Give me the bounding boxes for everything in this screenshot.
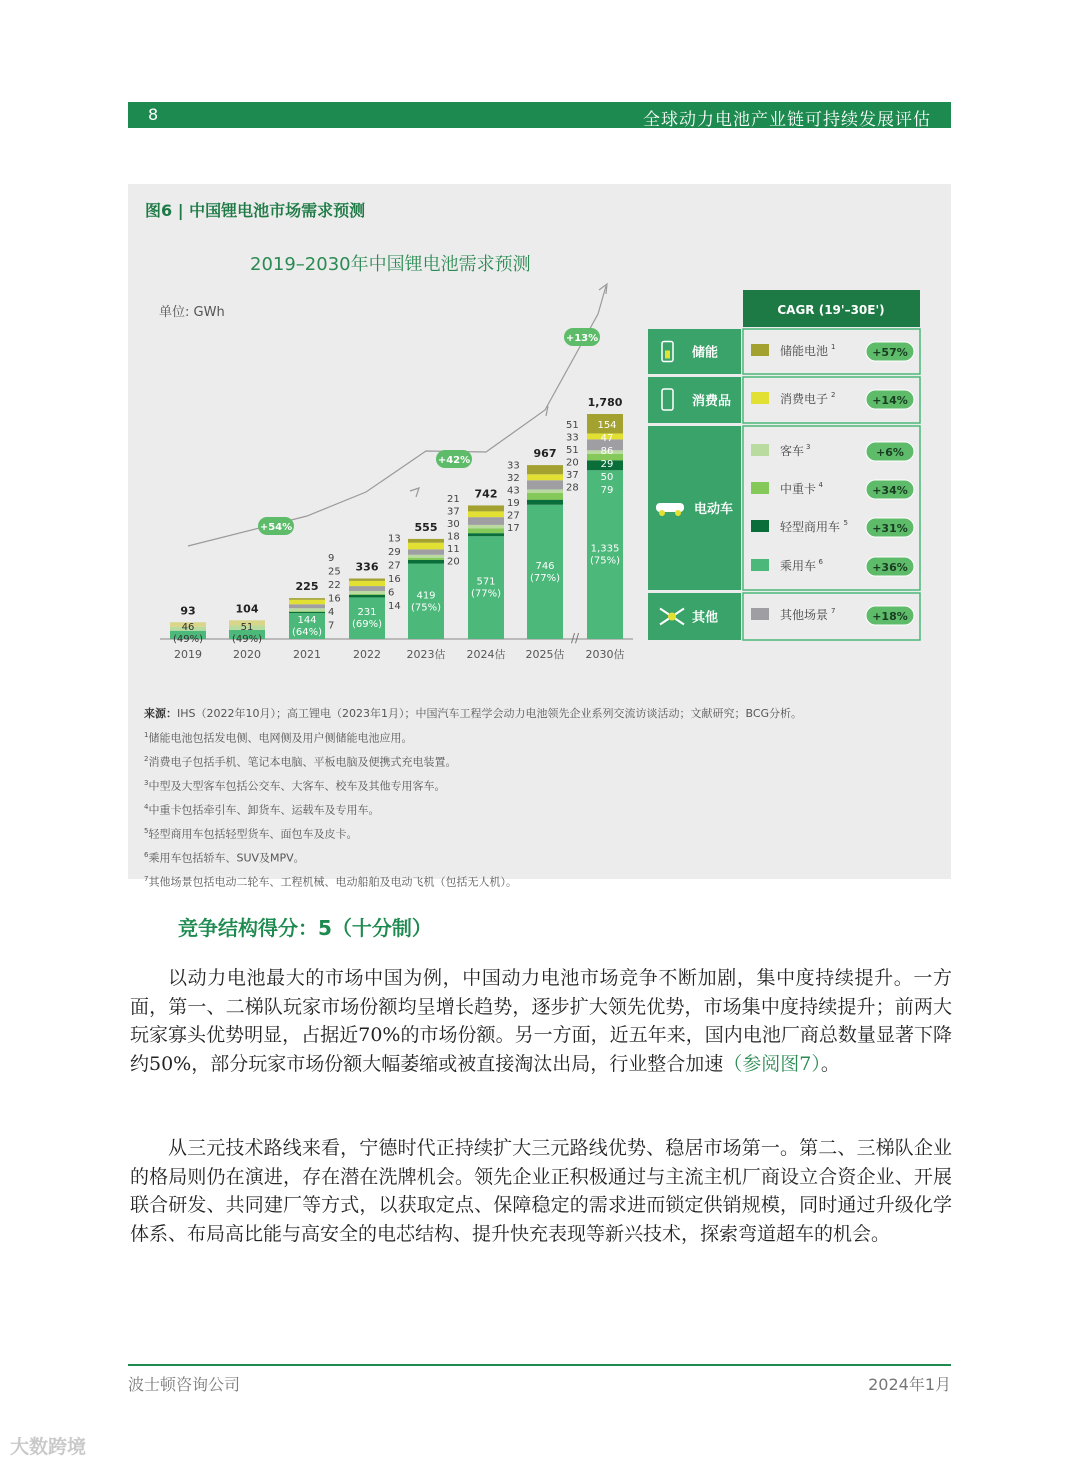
footnote-1 (144, 725, 944, 749)
bar-segment-label: 20 (566, 457, 579, 469)
footer-date: 2024年1月 (868, 1375, 951, 1394)
cagr-value: +18% (872, 610, 908, 623)
footnote-number: 6 (144, 851, 149, 860)
section-heading: 竞争结构得分：5（十分制） (178, 916, 432, 940)
legend-label: 中重卡 (780, 482, 817, 496)
footnote-4 (144, 797, 944, 821)
bar-segment-label: 43 (507, 485, 520, 497)
footnote-number: 5 (144, 827, 149, 836)
cagr-value: +31% (872, 522, 908, 535)
bar-passenger-label: 419 (416, 590, 436, 602)
bar-segment-2025估 (527, 500, 563, 505)
bar-passenger-label: (49%) (231, 634, 263, 645)
bar-segment-label: 30 (447, 518, 460, 530)
unit-label: 单位: GWh (159, 305, 225, 320)
bar-passenger-label: (75%) (410, 602, 442, 614)
legend-label-sup: 6 (818, 558, 823, 566)
page-number: 8 (148, 105, 159, 124)
bar-segment-label: 32 (507, 472, 520, 484)
source-line (144, 704, 944, 725)
bar-segment-label: 18 (447, 531, 460, 543)
bar-passenger-label: 571 (476, 576, 496, 588)
bar-segment-label: 51 (566, 420, 579, 432)
legend-label: 客车 (780, 444, 805, 458)
source-text: IHS（2022年10月）；高工锂电（2023年1月）；中国汽车工程学会动力电池领先企业系列交流访谈活动；文献研究；BCG分析。 (177, 707, 803, 720)
bar-segment-2025估 (527, 474, 563, 480)
bar-segment-2023估 (408, 555, 444, 558)
legend-label-sup: 2 (831, 391, 836, 399)
cagr-header: CAGR (19'–30E') (777, 303, 885, 317)
bar-segment-label: 33 (507, 460, 520, 472)
legend-group-name: 其他 (692, 610, 719, 626)
figure-notes (144, 704, 944, 894)
footnote-text: 乘用车包括轿车、SUV及MPV。 (148, 851, 305, 865)
bar-segment-2022 (349, 579, 385, 581)
bar-segment-label: 14 (388, 601, 401, 613)
footnote-3 (144, 773, 944, 797)
footnote-text: 消费电子包括手机、笔记本电脑、平板电脑及便携式充电装置。 (148, 755, 457, 769)
bar-total-2021: 225 (295, 580, 319, 594)
bar-segment-label: 11 (447, 543, 460, 555)
bar-segment-2021 (289, 611, 325, 612)
x-tick-label: 2022 (353, 648, 381, 661)
figure-label: 图6 | 中国锂电池市场需求预测 (145, 201, 366, 220)
source-label: 来源： (144, 707, 177, 720)
legend-label-sup: 1 (831, 343, 836, 351)
bar-segment-2024估 (468, 511, 504, 517)
bar-segment-label: 19 (507, 497, 520, 509)
bar-segment-label: 37 (447, 506, 460, 518)
bar-segment-label: 33 (566, 432, 579, 444)
legend-label-sup: 7 (831, 607, 836, 615)
growth-arrowhead-2022 (410, 488, 419, 497)
legend-swatch (751, 392, 769, 404)
drone-body-icon (668, 613, 676, 621)
bar-segment-2021 (289, 598, 325, 600)
footnote-2 (144, 749, 944, 773)
figure-panel (128, 184, 951, 890)
bar-segment-label: 17 (507, 522, 520, 534)
chart-title: 2019–2030年中国锂电池需求预测 (250, 254, 531, 275)
bar-segment-2023估 (408, 558, 444, 560)
bar-segment-label: 86 (600, 446, 614, 457)
legend-swatch (751, 482, 769, 494)
footnote-list (144, 725, 944, 894)
footnote-text: 中型及大型客车包括公交车、大客车、校车及其他专用客车。 (148, 779, 446, 793)
bar-segment-2024估 (468, 525, 504, 528)
axis-break-mark: // (570, 631, 580, 645)
bar-segment-label: 9 (328, 553, 335, 565)
bar-segment-label: 27 (388, 560, 401, 572)
bar-segment-label: 16 (328, 593, 341, 605)
page-header (128, 102, 951, 128)
footnote-text: 其他场景包括电动二轮车、工程机械、电动船舶及电动飞机（包括无人机）。 (148, 876, 517, 890)
legend-swatch (751, 444, 769, 456)
x-tick-label: 2021 (293, 648, 321, 661)
bar-segment-2023估 (408, 543, 444, 550)
legend-group-name: 电动车 (694, 502, 734, 517)
bar-total-2020: 104 (235, 602, 259, 616)
footnote-number: 1 (144, 730, 149, 739)
bar-segment-2024估 (468, 505, 504, 511)
bar-passenger-label: 51 (240, 622, 254, 633)
bar-total-2030估: 1,780 (587, 396, 623, 409)
bar-segment-2024估 (468, 528, 504, 533)
legend-swatch (751, 344, 769, 356)
bar-segment-2024估 (468, 517, 504, 525)
legend-swatch (751, 608, 769, 620)
bar-passenger-label: (69%) (351, 619, 383, 631)
growth-badge-label: +54% (259, 522, 293, 533)
bar-segment-label: 47 (600, 433, 614, 444)
x-tick-label: 2025估 (525, 648, 565, 661)
footnote-6 (144, 845, 944, 869)
bar-segment-2022 (349, 581, 385, 586)
growth-arrowhead-2025 (599, 284, 607, 294)
bar-segment-label: 22 (328, 580, 341, 592)
bar-segment-label: 154 (597, 420, 617, 431)
bar-passenger-label: (77%) (529, 572, 561, 584)
bar-segment-label: 29 (388, 547, 401, 559)
bar-segment-2025估 (527, 480, 563, 489)
bar-segment-label: 20 (447, 556, 460, 568)
bar-total-2024估: 742 (474, 487, 498, 501)
legend-group-name: 消费品 (692, 394, 732, 409)
footnote-text: 储能电池包括发电侧、电网侧及用户侧储能电池应用。 (148, 731, 413, 745)
bar-segment-2021 (289, 608, 325, 611)
legend-label: 消费电子 (780, 392, 829, 406)
bar-segment-2022 (349, 586, 385, 591)
bar-segment-2024估 (468, 533, 504, 536)
bar-segment-label: 13 (388, 533, 401, 545)
legend-label: 轻型商用车 (780, 520, 841, 534)
bar-segment-label: 50 (600, 472, 614, 483)
bar-segment-2023估 (408, 539, 444, 543)
bar-passenger-label: (49%) (172, 634, 204, 645)
x-tick-label: 2019 (174, 648, 202, 661)
battery-level-icon (665, 351, 670, 359)
cagr-value: +6% (876, 446, 904, 459)
legend-label: 储能电池 (780, 344, 829, 358)
legend-label: 其他场景 (780, 608, 829, 622)
bar-segment-label: 7 (328, 620, 335, 632)
x-tick-label: 2023估 (406, 648, 446, 661)
footer-divider (128, 1364, 951, 1366)
paragraph-1-text: 以动力电池最大的市场中国为例，中国动力电池市场竞争不断加剧，集中度持续提升。一方面，第一、二梯队玩家市场份额均呈增长趋势，逐步扩大领先优势，市场集中度持续提升；前两大玩家寡头优势明显，占据近70%的市场份额。另一方面，近五年来，国内电池厂商总数量显著下降约50%，部分玩家市场份额大幅萎缩或被直接淘汰出局，行业整合加速 (130, 967, 952, 1075)
bar-segment-2025估 (527, 465, 563, 474)
bar-segment-2021 (289, 604, 325, 608)
footnote-number: 4 (144, 802, 149, 811)
bar-segment-2025估 (527, 493, 563, 500)
bar-segment-2023估 (408, 549, 444, 554)
car-wheel-icon (659, 510, 665, 516)
bar-segment-2023估 (408, 560, 444, 564)
bar-total-2025估: 967 (533, 447, 557, 461)
bar-segment-label: 79 (600, 485, 614, 496)
cagr-value: +57% (872, 346, 908, 359)
x-tick-label: 2024估 (466, 648, 506, 661)
paragraph-2: 从三元技术路线来看，宁德时代正持续扩大三元路线优势、稳居市场第一。第二、三梯队企业的格局则仍在演进，存在潜在洗牌机会。领先企业正积极通过与主流主机厂商设立合资企业、开展联合研发、共同建厂等方式，以获取定点、保障稳定的需求进而锁定供销规模，同时通过升级化学体系、布局高比能与高安全的电芯结构、提升快充表现等新兴技术，探索弯道超车的机会。 (130, 1137, 952, 1245)
legend-label-sup: 5 (843, 519, 848, 527)
bar-segment-label: 29 (600, 459, 614, 470)
report-title: 全球动力电池产业链可持续发展评估 (643, 110, 931, 130)
footnote-text: 轻型商用车包括轻型货车、面包车及皮卡。 (148, 827, 358, 841)
bar-segment-label: 25 (328, 566, 341, 578)
bar-segment-2022 (349, 594, 385, 595)
footnote-number: 3 (144, 778, 149, 787)
bar-segment-label: 16 (388, 574, 401, 586)
bar-segment-2022 (349, 591, 385, 594)
legend-label-sup: 4 (818, 481, 823, 489)
legend-swatch (751, 559, 769, 571)
bar-passenger-label: 746 (535, 560, 555, 572)
growth-badge-label: +13% (565, 333, 599, 344)
legend-label: 乘用车 (780, 559, 817, 573)
x-tick-label: 2020 (233, 648, 261, 661)
bar-passenger-label: 46 (181, 622, 195, 633)
bar-segment-label: 6 (388, 587, 395, 599)
legend-group-name: 储能 (692, 345, 719, 361)
footer-company: 波士顿咨询公司 (128, 1375, 241, 1394)
demand-forecast-chart (128, 184, 951, 684)
cagr-value: +14% (872, 394, 908, 407)
legend-swatch (751, 520, 769, 532)
paragraph-1-end: 。 (820, 1052, 840, 1075)
footnote-text: 中重卡包括牵引车、卸货车、运载车及专用车。 (148, 803, 380, 817)
bar-segment-label: 21 (447, 493, 460, 505)
bar-segment-2022 (349, 595, 385, 598)
car-wheel-icon (675, 510, 681, 516)
footnote-5 (144, 821, 944, 845)
bar-segment-2021 (289, 600, 325, 605)
bar-passenger-label: (64%) (291, 627, 323, 639)
bar-segment-label: 51 (566, 445, 579, 457)
bar-passenger-label: 144 (297, 615, 317, 627)
bar-segment-label: 4 (328, 607, 335, 619)
x-tick-label: 2030估 (585, 648, 625, 661)
bar-total-2022: 336 (355, 560, 379, 574)
footnote-number: 7 (144, 875, 149, 884)
watermark-logo: 大数跨境 (10, 1436, 87, 1458)
bar-total-2019: 93 (180, 604, 196, 618)
bar-total-2023估: 555 (414, 520, 438, 534)
bar-passenger-label: 1,335 (590, 543, 620, 555)
bar-segment-2021 (289, 612, 325, 613)
figure-7-link[interactable]: （参阅图7） (723, 1052, 821, 1075)
bar-segment-2025估 (527, 489, 563, 493)
bar-passenger-label: (77%) (470, 588, 502, 600)
bar-segment-label: 28 (566, 482, 579, 494)
bar-passenger-label: 231 (357, 607, 377, 619)
bar-segment-label: 27 (507, 510, 520, 522)
footnote-number: 2 (144, 754, 149, 763)
cagr-value: +36% (872, 561, 908, 574)
footnote-7 (144, 869, 944, 893)
bar-segment-label: 37 (566, 470, 579, 482)
bar-passenger-label: (75%) (589, 555, 621, 567)
paragraph-1 (130, 964, 952, 1078)
legend-label-sup: 3 (806, 443, 811, 451)
cagr-value: +34% (872, 484, 908, 497)
growth-badge-label: +42% (437, 455, 471, 466)
